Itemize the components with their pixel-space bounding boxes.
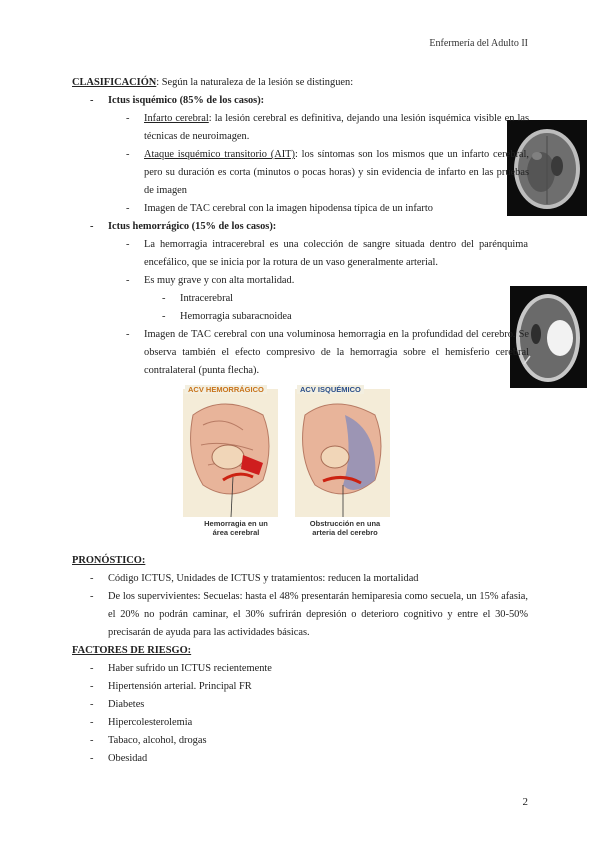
ischemic-stroke-label: ACV ISQUÉMICO <box>297 385 364 394</box>
list-item: - La hemorragia intracerebral es una colección de sangre situada dentro del parénquima encefálico, que se inicia por la rotura de un vaso generalmente arterial. <box>72 236 528 272</box>
obstruction-caption: Obstrucción en una arteria del cerebro <box>309 519 381 537</box>
ictus-hemorragico-heading: - Ictus hemorrágico (15% de los casos): <box>72 218 528 236</box>
list-item: - Código ICTUS, Unidades de ICTUS y tratamientos: reducen la mortalidad <box>72 570 528 588</box>
hemorrhage-caption: Hemorragia en un área cerebral <box>204 519 268 537</box>
list-item: - Ataque isquémico transitorio (AIT): los síntomas son los mismos que un infarto cerebral, pero su duración es corta (minutos o pocas horas) y sin evidencia de infarto en las pruebas de imagen <box>72 146 529 200</box>
list-item: - Tabaco, alcohol, drogas <box>72 732 528 750</box>
list-item: - Intracerebral <box>72 290 528 308</box>
list-item: - Infarto cerebral: la lesión cerebral es definitiva, dejando una lesión isquémica visible en las técnicas de neuroimagen. <box>72 110 529 146</box>
list-item: - Imagen de TAC cerebral con una voluminosa hemorragia en la profundidad del cerebro. Se observa también el efecto compresivo de la hemorragia sobre el hemisferio cerebral contralateral (punta flecha). <box>72 326 529 380</box>
page-header: Enfermería del Adulto II <box>429 38 528 49</box>
ictus-isquemico-heading: - Ictus isquémico (85% de los casos): <box>72 92 528 110</box>
document-body <box>72 74 528 768</box>
factores-title: FACTORES DE RIESGO: <box>72 645 192 656</box>
clasificacion-intro: CLASIFICACIÓN: Según la naturaleza de la lesión se distinguen: <box>72 77 354 88</box>
list-item: - Diabetes <box>72 696 528 714</box>
list-item: - De los supervivientes: Secuelas: hasta el 48% presentarán hemiparesia como secuela, un 15% afasia, el 20% no podrán caminar, el 30% sufrirán depresión o deterioro cognitivo y entre el 30-50% precisarán de ayuda para las actividades básicas. <box>72 588 528 642</box>
pronostico-title: PRONÓSTICO: <box>72 555 146 566</box>
list-item: - Haber sufrido un ICTUS recientemente <box>72 660 528 678</box>
list-item: - Obesidad <box>72 750 528 768</box>
clasificacion-title: CLASIFICACIÓN <box>72 77 157 88</box>
page-number: 2 <box>522 796 528 808</box>
list-item: - Es muy grave y con alta mortalidad. <box>72 272 528 290</box>
list-item: - Imagen de TAC cerebral con la imagen hipodensa típica de un infarto <box>72 200 529 218</box>
list-item: - Hipertensión arterial. Principal FR <box>72 678 528 696</box>
hemorrhagic-stroke-label: ACV HEMORRÁGICO <box>185 385 267 394</box>
list-item: - Hipercolesterolemia <box>72 714 528 732</box>
list-item: - Hemorragia subaracnoidea <box>72 308 528 326</box>
